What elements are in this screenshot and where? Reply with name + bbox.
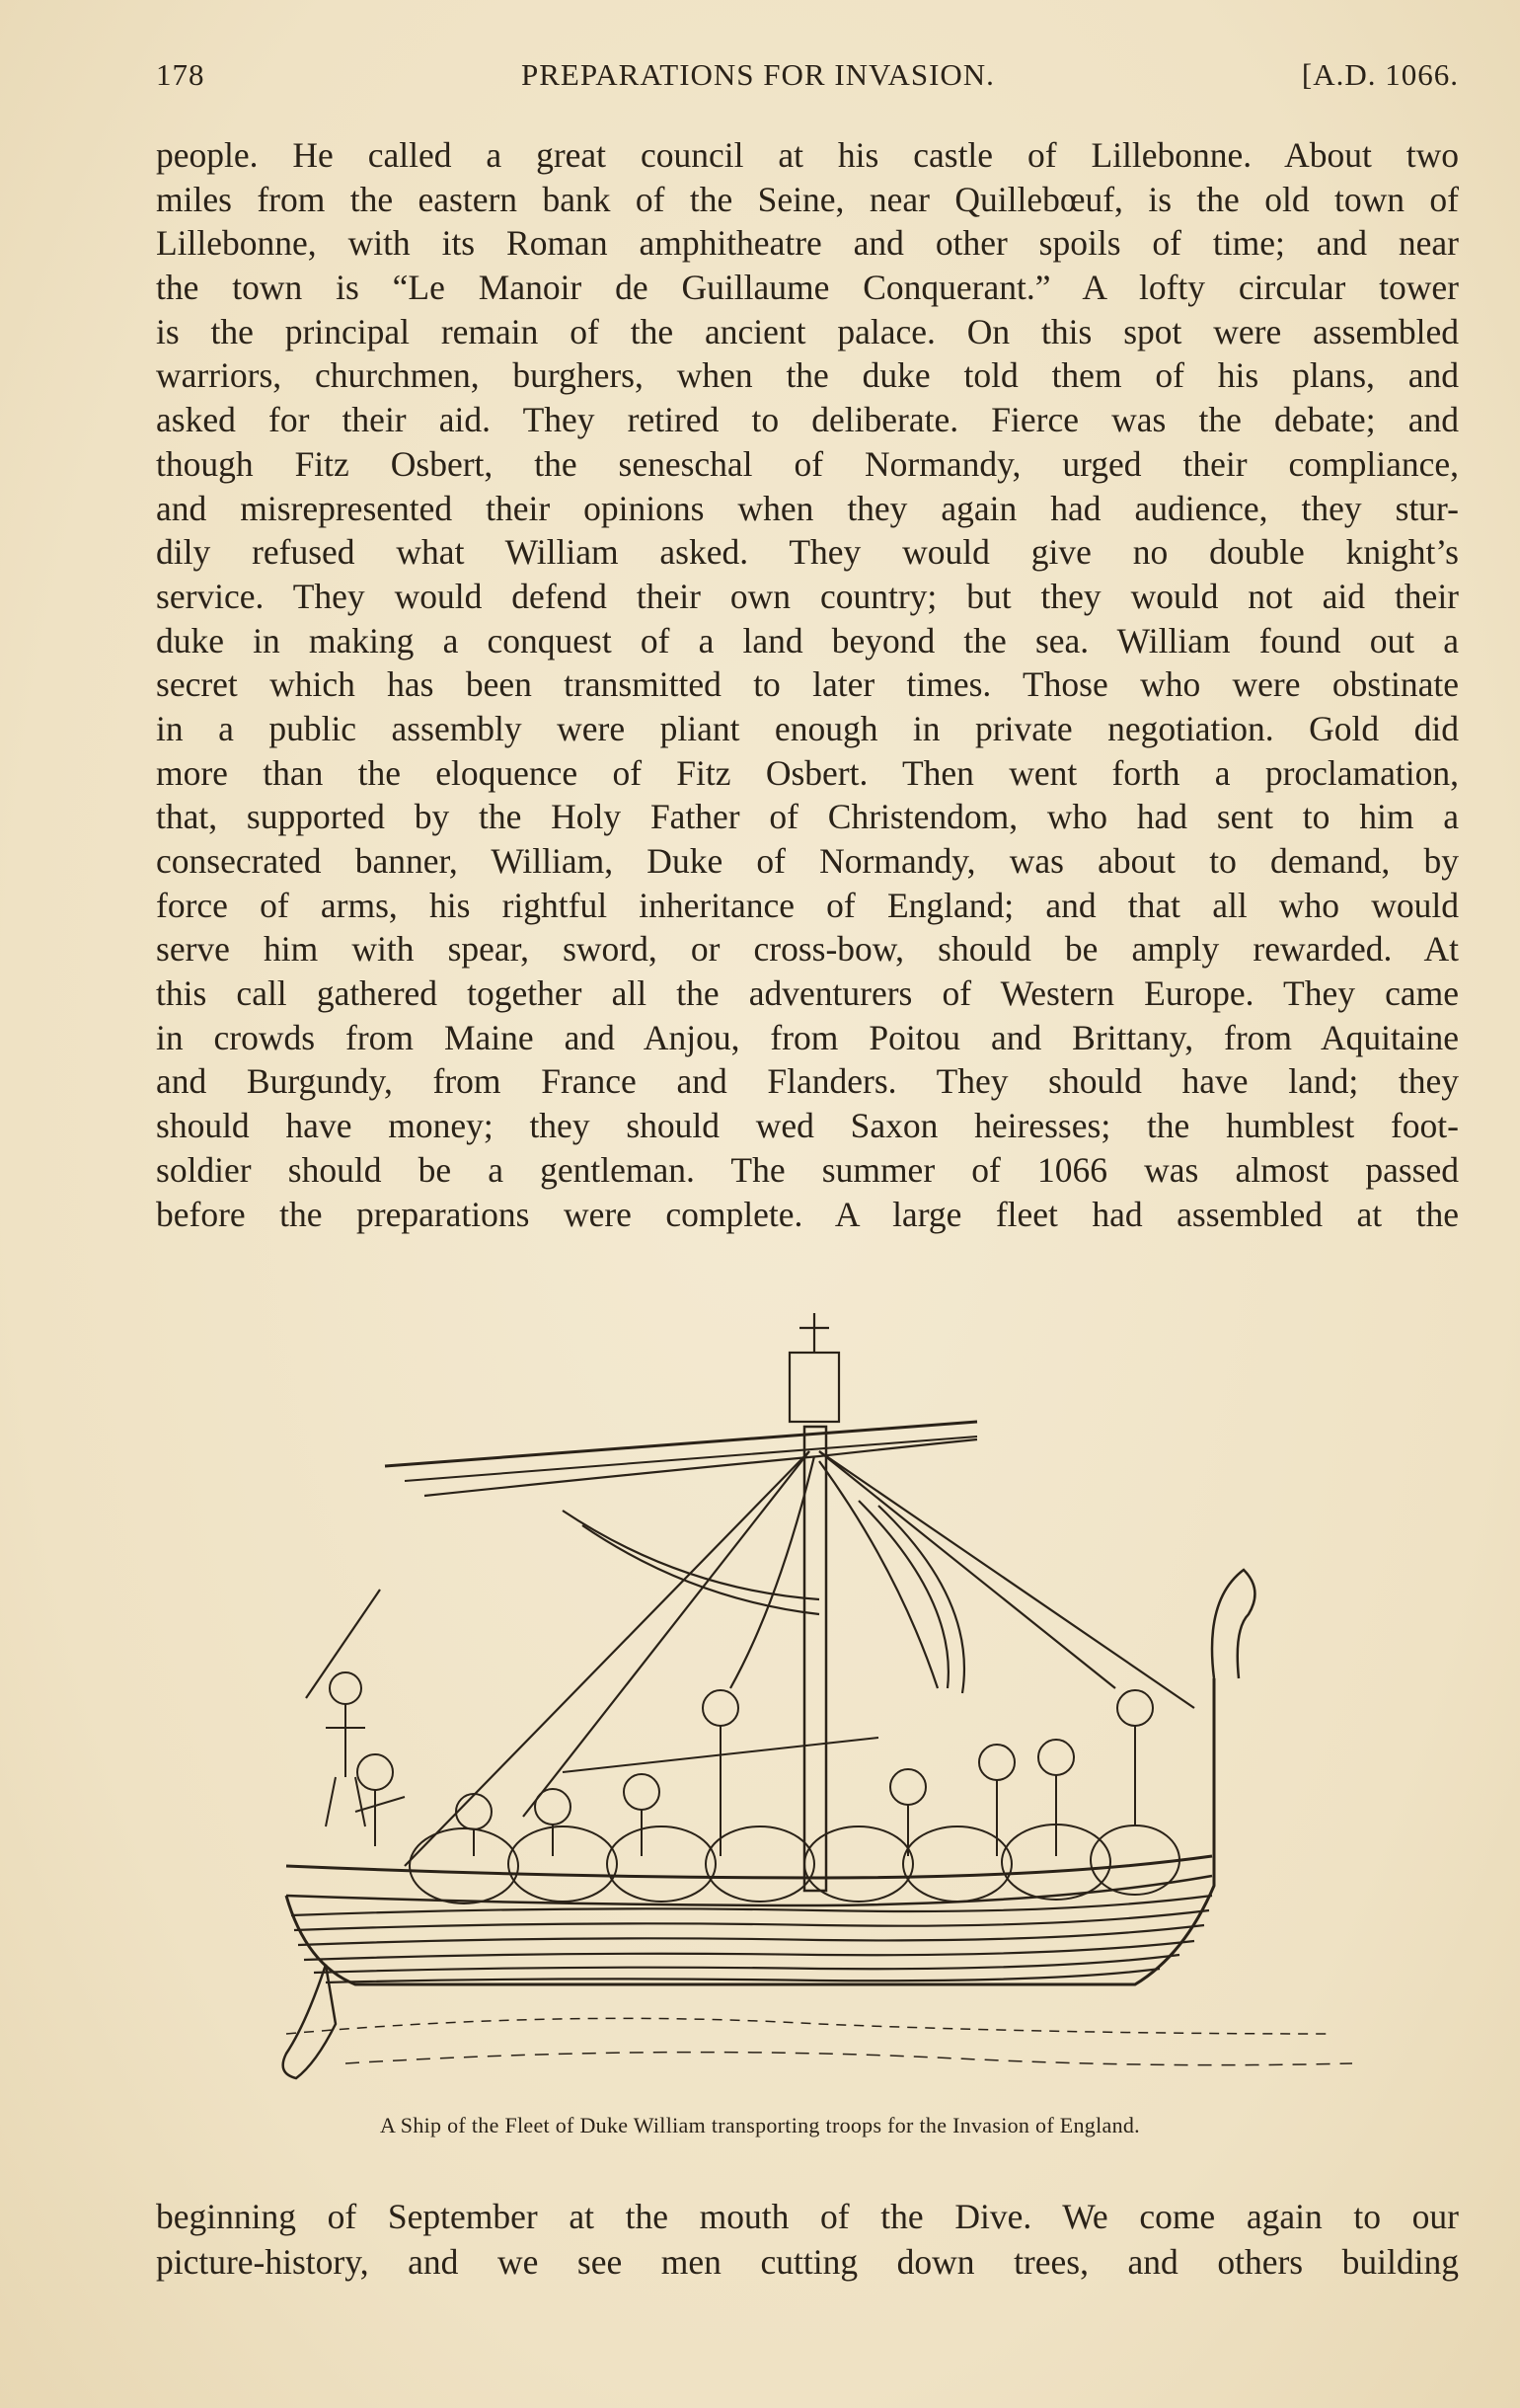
text-line: miles from the eastern bank of the Seine, near Quillebœuf, is the old town of xyxy=(156,179,1459,219)
text-line: is the principal remain of the ancient palace. On this spot were assembled xyxy=(156,311,1459,351)
ship-illustration xyxy=(266,1274,1382,2123)
text-line: duke in making a conquest of a land beyond the sea. William found out a xyxy=(156,620,1459,660)
text-line: that, supported by the Holy Father of Christendom, who had sent to him a xyxy=(156,797,1459,837)
text-line: the town is “Le Manoir de Guillaume Conquerant.” A lofty circular tower xyxy=(156,268,1459,308)
text-line: before the preparations were complete. A large fleet had assembled at the xyxy=(156,1194,1459,1234)
text-line: consecrated banner, William, Duke of Normandy, was about to demand, by xyxy=(156,841,1459,881)
text-line: dily refused what William asked. They would give no double knight’s xyxy=(156,532,1459,573)
body-text xyxy=(156,133,1459,1236)
running-title: PREPARATIONS FOR INVASION. xyxy=(521,57,995,92)
body-text-continued xyxy=(156,2194,1459,2285)
text-line: secret which has been transmitted to later times. Those who were obstinate xyxy=(156,664,1459,705)
text-line: soldier should be a gentleman. The summer of 1066 was almost passed xyxy=(156,1149,1459,1190)
page-number: 178 xyxy=(156,57,205,92)
text-line: warriors, churchmen, burghers, when the duke told them of his plans, and xyxy=(156,355,1459,396)
text-line: though Fitz Osbert, the seneschal of Normandy, urged their compliance, xyxy=(156,443,1459,484)
text-line: asked for their aid. They retired to deliberate. Fierce was the debate; and xyxy=(156,400,1459,440)
text-line: in a public assembly were pliant enough in private negotiation. Gold did xyxy=(156,708,1459,748)
text-line: picture-history, and we see men cutting down trees, and others building xyxy=(156,2242,1459,2282)
figure-caption: A Ship of the Fleet of Duke William transporting troops for the Invasion of England. xyxy=(380,2113,1140,2137)
text-line: service. They would defend their own country; but they would not aid their xyxy=(156,576,1459,616)
text-line: beginning of September at the mouth of the Dive. We come again to our xyxy=(156,2197,1459,2236)
date-note: [A.D. 1066. xyxy=(1301,57,1459,92)
text-line: and misrepresented their opinions when they again had audience, they stur- xyxy=(156,488,1459,528)
text-line: in crowds from Maine and Anjou, from Poitou and Brittany, from Aquitaine xyxy=(156,1017,1459,1057)
page-header xyxy=(156,57,1459,107)
text-line: people. He called a great council at his castle of Lillebonne. About two xyxy=(156,135,1459,175)
text-line: should have money; they should wed Saxon heiresses; the humblest foot- xyxy=(156,1106,1459,1146)
text-line: force of arms, his rightful inheritance of England; and that all who would xyxy=(156,885,1459,925)
text-line: more than the eloquence of Fitz Osbert. Then went forth a proclamation, xyxy=(156,752,1459,793)
text-line: serve him with spear, sword, or cross-bow, should be amply rewarded. At xyxy=(156,929,1459,970)
text-line: this call gathered together all the adventurers of Western Europe. They came xyxy=(156,973,1459,1014)
text-line: and Burgundy, from France and Flanders. They should have land; they xyxy=(156,1061,1459,1102)
text-line: Lillebonne, with its Roman amphitheatre and other spoils of time; and near xyxy=(156,223,1459,264)
